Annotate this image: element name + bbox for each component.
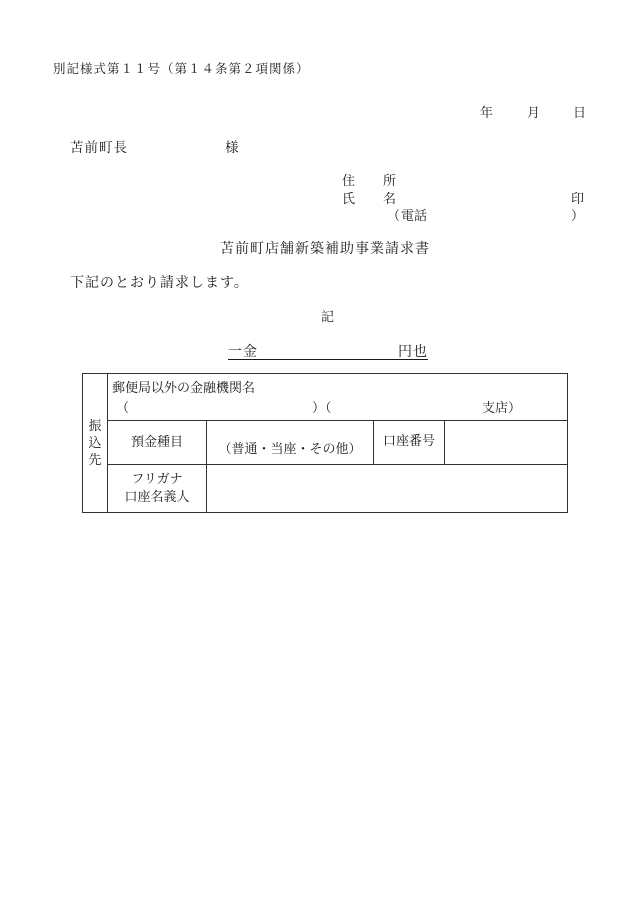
transfer-destination-table — [82, 373, 568, 513]
date-day-label: 日 — [573, 106, 587, 121]
seal-mark: 印 — [571, 192, 585, 207]
name-label: 氏名 — [342, 192, 425, 207]
header-char: 込 — [88, 435, 102, 451]
account-number-field[interactable] — [445, 421, 568, 465]
form-number: 別記様式第１１号（第１４条第２項関係） — [53, 61, 310, 76]
table-row — [83, 465, 568, 513]
tel-open-paren: （ — [387, 209, 401, 224]
addressee-honorific: 様 — [225, 140, 239, 156]
bank-branch-line — [112, 397, 563, 414]
furigana-label: フリガナ — [131, 471, 183, 487]
transfer-destination-header — [83, 374, 108, 513]
deposit-type-options[interactable]: （普通・当座・その他） — [207, 421, 374, 465]
request-statement: 下記のとおり請求します。 — [70, 275, 249, 291]
account-holder-label-cell — [108, 465, 207, 513]
account-holder-field[interactable] — [207, 465, 568, 513]
date-year-label: 年 — [480, 106, 494, 121]
deposit-type-label: 預金種目 — [108, 421, 207, 465]
account-number-label: 口座番号 — [374, 421, 445, 465]
branch-label: 支店） — [482, 401, 522, 416]
address-label: 住所 — [342, 174, 425, 189]
bank-open-paren: （ — [116, 401, 130, 416]
amount-prefix: 一金 — [228, 344, 258, 360]
document-title: 苫前町店舗新築補助事業請求書 — [220, 241, 430, 257]
bank-close-open-paren: ）（ — [312, 401, 332, 416]
table-row — [83, 421, 568, 465]
bank-name-cell[interactable] — [108, 374, 568, 421]
addressee-name: 苫前町長 — [70, 140, 128, 156]
account-holder-label: 口座名義人 — [124, 489, 190, 505]
bank-name-label: 郵便局以外の金融機関名 — [112, 381, 256, 396]
date-month-label: 月 — [527, 106, 541, 121]
tel-close-paren: ） — [571, 209, 585, 224]
table-row — [83, 374, 568, 421]
header-char: 先 — [88, 452, 102, 468]
header-char: 振 — [88, 418, 102, 434]
amount-suffix: 円也 — [398, 344, 428, 360]
tel-label: 電話 — [401, 209, 428, 224]
ki-heading: 記 — [321, 310, 335, 325]
